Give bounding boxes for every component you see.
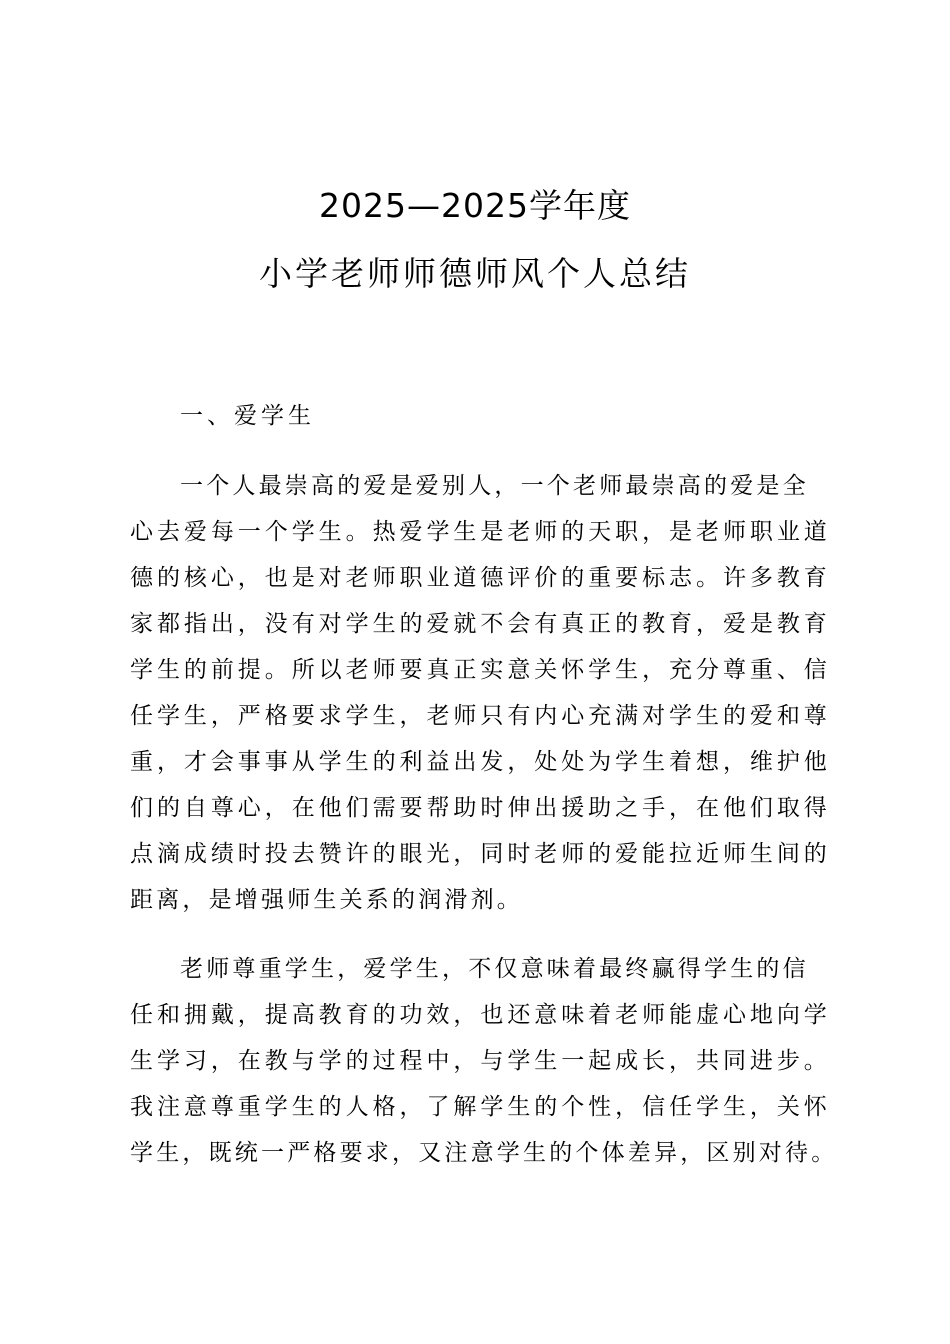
paragraph-line: 任和拥戴，提高教育的功效，也还意味着老师能虚心地向学 (130, 1002, 830, 1028)
paragraph-line: 家都指出，没有对学生的爱就不会有真正的教育，爱是教育 (130, 611, 830, 637)
paragraph-line: 重，才会事事从学生的利益出发，处处为学生着想，维护他 (130, 749, 830, 775)
paragraph-line: 生学习，在教与学的过程中，与学生一起成长，共同进步。 (130, 1048, 830, 1074)
paragraph-line: 心去爱每一个学生。热爱学生是老师的天职，是老师职业道 (130, 519, 830, 545)
paragraph-line: 学生的前提。所以老师要真正实意关怀学生，充分尊重、信 (130, 657, 830, 683)
paragraph-line: 德的核心，也是对老师职业道德评价的重要标志。许多教育 (130, 565, 830, 591)
paragraph-line: 老师尊重学生，爱学生，不仅意味着最终赢得学生的信 (180, 956, 809, 982)
paragraph-line: 我注意尊重学生的人格，了解学生的个性，信任学生，关怀 (130, 1094, 830, 1120)
paragraph-line: 任学生，严格要求学生，老师只有内心充满对学生的爱和尊 (130, 703, 830, 729)
paragraph-line: 点滴成绩时投去赞许的眼光，同时老师的爱能拉近师生间的 (130, 841, 830, 867)
document-title: 小学老师师德师风个人总结 (259, 254, 691, 293)
paragraph-line: 们的自尊心，在他们需要帮助时伸出援助之手，在他们取得 (130, 795, 830, 821)
paragraph-line: 一个人最崇高的爱是爱别人，一个老师最崇高的爱是全 (180, 473, 809, 499)
paragraph-line: 距离，是增强师生关系的润滑剂。 (130, 887, 523, 913)
document-title-year: 2025—2025学年度 (319, 186, 631, 225)
section-heading: 一、爱学生 (180, 403, 315, 429)
paragraph-line: 学生，既统一严格要求，又注意学生的个体差异，区别对待。 (130, 1140, 838, 1166)
